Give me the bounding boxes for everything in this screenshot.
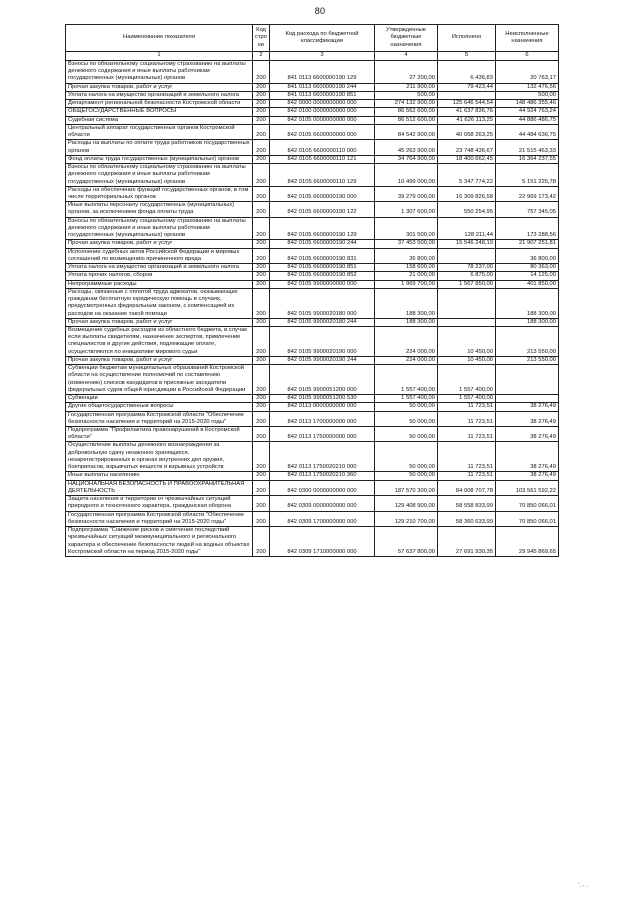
executed-amount: 11 723,51 bbox=[438, 442, 496, 472]
unexecuted-amount: 21 515 463,33 bbox=[496, 140, 559, 155]
table-row bbox=[66, 61, 559, 84]
row-name: НАЦИОНАЛЬНАЯ БЕЗОПАСНОСТЬ И ПРАВООХРАНИТЕЛЬНАЯ ДЕЯТЕЛЬНОСТЬ bbox=[66, 480, 253, 495]
row-name: Подпрограмма "Снижение рисков и смягчение последствий чрезвычайных ситуаций межмуниципального и регионального характера и обеспечение безопасности людей на водных объектах Костромской области на период 2015-2020 годы" bbox=[66, 527, 253, 557]
executed-amount: 1 567 850,00 bbox=[438, 280, 496, 288]
approved-amount: 37 453 500,00 bbox=[375, 240, 438, 248]
unexecuted-amount: 38 276,49 bbox=[496, 472, 559, 480]
row-code: 200 bbox=[253, 164, 270, 187]
header-name: Наименование показателя bbox=[66, 25, 253, 52]
executed-amount bbox=[438, 248, 496, 263]
unexecuted-amount: 16 364 237,55 bbox=[496, 155, 559, 163]
row-name: Судебная система bbox=[66, 116, 253, 124]
unexecuted-amount: 213 550,00 bbox=[496, 326, 559, 356]
page-number: 80 bbox=[314, 6, 326, 16]
unexecuted-amount: 148 486 355,46 bbox=[496, 100, 559, 108]
approved-amount: 500,00 bbox=[375, 91, 438, 99]
approved-amount: 187 570 300,00 bbox=[375, 480, 438, 495]
row-code: 200 bbox=[253, 427, 270, 442]
table-row bbox=[66, 496, 559, 511]
unexecuted-amount: 14 125,00 bbox=[496, 272, 559, 280]
row-code: 200 bbox=[253, 472, 270, 480]
executed-amount: 550 254,95 bbox=[438, 202, 496, 217]
approved-amount: 50 000,00 bbox=[375, 472, 438, 480]
unexecuted-amount: 21 907 251,81 bbox=[496, 240, 559, 248]
table-row bbox=[66, 403, 559, 411]
budget-code: 842 0105 9900020180 244 bbox=[270, 318, 375, 326]
executed-amount: 11 723,51 bbox=[438, 427, 496, 442]
row-code: 200 bbox=[253, 248, 270, 263]
row-code: 200 bbox=[253, 61, 270, 84]
footer-mark: '. - . bbox=[578, 883, 588, 889]
table-row bbox=[66, 140, 559, 155]
row-name: Прочая закупка товаров, работ и услуг bbox=[66, 356, 253, 364]
row-name: Защита населения и территории от чрезвычайных ситуаций природного и техногенного характера, гражданская оборона bbox=[66, 496, 253, 511]
table-row bbox=[66, 365, 559, 395]
table-row bbox=[66, 288, 559, 318]
approved-amount: 86 562 600,00 bbox=[375, 108, 438, 116]
row-code: 200 bbox=[253, 217, 270, 240]
unexecuted-amount: 29 945 869,65 bbox=[496, 527, 559, 557]
budget-code: 842 0309 1710000000 000 bbox=[270, 527, 375, 557]
row-name: Государственная программа Костромской области "Обеспечение безопасности населения и территорий на 2015-2020 годы" bbox=[66, 411, 253, 426]
unexecuted-amount: 80 363,00 bbox=[496, 264, 559, 272]
row-code: 200 bbox=[253, 240, 270, 248]
executed-amount: 41 637 836,76 bbox=[438, 108, 496, 116]
unexecuted-amount: 132 476,56 bbox=[496, 83, 559, 91]
row-name: ОБЩЕГОСУДАРСТВЕННЫЕ ВОПРОСЫ bbox=[66, 108, 253, 116]
approved-amount: 301 500,00 bbox=[375, 217, 438, 240]
unexecuted-amount: 22 969 173,42 bbox=[496, 186, 559, 201]
table-row bbox=[66, 272, 559, 280]
row-name: Подпрограмма "Профилактика правонарушений в Костромской области" bbox=[66, 427, 253, 442]
approved-amount: 34 764 900,00 bbox=[375, 155, 438, 163]
row-code: 200 bbox=[253, 411, 270, 426]
budget-execution-table bbox=[65, 24, 559, 557]
approved-amount: 10 499 000,00 bbox=[375, 164, 438, 187]
executed-amount: 1 557 400,00 bbox=[438, 395, 496, 403]
budget-code: 842 0105 6600000110 129 bbox=[270, 164, 375, 187]
executed-amount: 84 008 707,78 bbox=[438, 480, 496, 495]
row-name: Фонд оплаты труда государственных (муниципальных) органов bbox=[66, 155, 253, 163]
approved-amount: 211 900,00 bbox=[375, 83, 438, 91]
column-number: 1 bbox=[66, 52, 253, 61]
executed-amount bbox=[438, 288, 496, 318]
executed-amount: 6 436,83 bbox=[438, 61, 496, 84]
row-name: Уплата прочих налогов, сборов bbox=[66, 272, 253, 280]
executed-amount: 58 558 833,99 bbox=[438, 496, 496, 511]
unexecuted-amount bbox=[496, 395, 559, 403]
header-approved: Утвержденные бюджетные назначения bbox=[375, 25, 438, 52]
table-row bbox=[66, 116, 559, 124]
unexecuted-amount: 188 300,00 bbox=[496, 318, 559, 326]
budget-code: 841 0113 6600000190 851 bbox=[270, 91, 375, 99]
approved-amount: 36 800,00 bbox=[375, 248, 438, 263]
approved-amount: 50 000,00 bbox=[375, 427, 438, 442]
executed-amount: 6 875,00 bbox=[438, 272, 496, 280]
executed-amount bbox=[438, 318, 496, 326]
unexecuted-amount: 757 345,05 bbox=[496, 202, 559, 217]
table-row bbox=[66, 442, 559, 472]
table-row bbox=[66, 472, 559, 480]
row-code: 200 bbox=[253, 140, 270, 155]
header-row bbox=[66, 25, 559, 52]
row-code: 200 bbox=[253, 91, 270, 99]
approved-amount: 224 000,00 bbox=[375, 326, 438, 356]
row-name: Прочая закупка товаров, работ и услуг bbox=[66, 318, 253, 326]
column-number: 3 bbox=[270, 52, 375, 61]
table-row bbox=[66, 202, 559, 217]
row-code: 200 bbox=[253, 527, 270, 557]
executed-amount: 15 546 248,19 bbox=[438, 240, 496, 248]
budget-code: 842 0105 6600000110 121 bbox=[270, 155, 375, 163]
approved-amount: 129 210 700,00 bbox=[375, 511, 438, 526]
row-code: 200 bbox=[253, 442, 270, 472]
row-code: 200 bbox=[253, 100, 270, 108]
row-name: Прочая закупка товаров, работ и услуг bbox=[66, 83, 253, 91]
row-name: Государственная программа Костромской области "Обеспечение безопасности населения и территорий на 2015-2020 годы" bbox=[66, 511, 253, 526]
column-number: 6 bbox=[496, 52, 559, 61]
table-row bbox=[66, 186, 559, 201]
unexecuted-amount: 173 288,56 bbox=[496, 217, 559, 240]
row-code: 200 bbox=[253, 365, 270, 395]
row-name: Прочая закупка товаров, работ и услуг bbox=[66, 240, 253, 248]
executed-amount: 128 211,44 bbox=[438, 217, 496, 240]
budget-code: 842 0113 1750020210 360 bbox=[270, 472, 375, 480]
budget-code: 842 0105 9900020190 000 bbox=[270, 326, 375, 356]
row-code: 200 bbox=[253, 186, 270, 201]
budget-code: 842 0105 9900020180 000 bbox=[270, 288, 375, 318]
unexecuted-amount: 188 300,00 bbox=[496, 288, 559, 318]
table-row bbox=[66, 527, 559, 557]
row-name: Субвенции бюджетам муниципальных образований Костромской области на осуществление полномочий по составлению (изменению) списков кандидатов в присяжные заседатели федеральных судов общей юрисдикции в Российской Федерации bbox=[66, 365, 253, 395]
approved-amount: 224 000,00 bbox=[375, 356, 438, 364]
column-number: 5 bbox=[438, 52, 496, 61]
budget-code: 842 0105 9900000000 000 bbox=[270, 280, 375, 288]
approved-amount: 1 557 400,00 bbox=[375, 365, 438, 395]
table-row bbox=[66, 91, 559, 99]
approved-amount: 1 969 700,00 bbox=[375, 280, 438, 288]
budget-code: 842 0000 0000000000 000 bbox=[270, 100, 375, 108]
table-row bbox=[66, 427, 559, 442]
approved-amount: 188 300,00 bbox=[375, 318, 438, 326]
header-budget-code: Код расхода по бюджетной классификации bbox=[270, 25, 375, 52]
row-code: 200 bbox=[253, 124, 270, 139]
executed-amount: 79 423,44 bbox=[438, 83, 496, 91]
unexecuted-amount: 213 550,00 bbox=[496, 356, 559, 364]
approved-amount: 45 263 900,00 bbox=[375, 140, 438, 155]
approved-amount: 39 279 000,00 bbox=[375, 186, 438, 201]
budget-code: 841 0113 6600000190 129 bbox=[270, 61, 375, 84]
header-row-code: Код строки bbox=[253, 25, 270, 52]
table-row bbox=[66, 318, 559, 326]
unexecuted-amount: 401 850,00 bbox=[496, 280, 559, 288]
budget-code: 841 0113 6600000190 244 bbox=[270, 83, 375, 91]
approved-amount: 158 600,00 bbox=[375, 264, 438, 272]
approved-amount: 50 000,00 bbox=[375, 403, 438, 411]
row-code: 200 bbox=[253, 511, 270, 526]
approved-amount: 50 000,00 bbox=[375, 442, 438, 472]
approved-amount: 57 637 800,00 bbox=[375, 527, 438, 557]
executed-amount: 5 347 774,22 bbox=[438, 164, 496, 187]
unexecuted-amount: 38 276,49 bbox=[496, 403, 559, 411]
row-name: Осуществление выплаты денежного вознаграждения за добровольную сдачу незаконно хранящихся, незарегистрированных в органах внутренних дел оружия, боеприпасов, взрывчатых веществ и взрывных устройств bbox=[66, 442, 253, 472]
approved-amount: 50 000,00 bbox=[375, 411, 438, 426]
executed-amount: 11 723,51 bbox=[438, 403, 496, 411]
executed-amount: 41 626 113,25 bbox=[438, 116, 496, 124]
row-code: 200 bbox=[253, 496, 270, 511]
approved-amount: 86 512 600,00 bbox=[375, 116, 438, 124]
row-code: 200 bbox=[253, 202, 270, 217]
table-row bbox=[66, 248, 559, 263]
row-name: Центральный аппарат государственных органов Костромской области bbox=[66, 124, 253, 139]
budget-code: 842 0105 6600000190 122 bbox=[270, 202, 375, 217]
budget-code: 842 0105 6600000190 851 bbox=[270, 264, 375, 272]
approved-amount: 1 557 400,00 bbox=[375, 395, 438, 403]
row-code: 200 bbox=[253, 395, 270, 403]
row-name: Субвенции bbox=[66, 395, 253, 403]
row-code: 200 bbox=[253, 318, 270, 326]
unexecuted-amount: 70 850 066,01 bbox=[496, 511, 559, 526]
executed-amount: 10 450,00 bbox=[438, 326, 496, 356]
row-code: 200 bbox=[253, 480, 270, 495]
row-code: 200 bbox=[253, 83, 270, 91]
row-name: Уплата налога на имущество организаций и земельного налога bbox=[66, 91, 253, 99]
unexecuted-amount: 38 276,49 bbox=[496, 411, 559, 426]
budget-code: 842 0309 1700000000 000 bbox=[270, 511, 375, 526]
table-row bbox=[66, 356, 559, 364]
executed-amount: 58 360 633,99 bbox=[438, 511, 496, 526]
approved-amount: 84 542 900,00 bbox=[375, 124, 438, 139]
budget-code: 842 0105 6600000110 000 bbox=[270, 140, 375, 155]
row-name: Возмещение судебных расходов из областного бюджета, в случае если выплаты свидетелям, назначение экспертов, привлечение специалистов и другие действия, подлежащие оплате, осуществляются по инициативе мирового судьи bbox=[66, 326, 253, 356]
table-row bbox=[66, 240, 559, 248]
table-row bbox=[66, 217, 559, 240]
header-executed: Исполнено bbox=[438, 25, 496, 52]
row-name: Расходы на обеспечение функций государственных органов, в том числе территориальных органов bbox=[66, 186, 253, 201]
table-row bbox=[66, 280, 559, 288]
executed-amount: 10 450,00 bbox=[438, 356, 496, 364]
unexecuted-amount bbox=[496, 365, 559, 395]
executed-amount: 40 058 263,25 bbox=[438, 124, 496, 139]
unexecuted-amount: 20 763,17 bbox=[496, 61, 559, 84]
executed-amount: 11 723,51 bbox=[438, 411, 496, 426]
unexecuted-amount: 38 276,49 bbox=[496, 427, 559, 442]
unexecuted-amount: 44 886 486,75 bbox=[496, 116, 559, 124]
row-code: 200 bbox=[253, 116, 270, 124]
row-name: Расходы на выплаты по оплате труда работников государственных органов bbox=[66, 140, 253, 155]
row-name: Департамент региональной безопасности Костромской области bbox=[66, 100, 253, 108]
approved-amount: 21 000,00 bbox=[375, 272, 438, 280]
table-row bbox=[66, 264, 559, 272]
unexecuted-amount: 103 561 592,22 bbox=[496, 480, 559, 495]
budget-code: 842 0113 1700000000 000 bbox=[270, 411, 375, 426]
budget-code: 842 0105 6600000190 852 bbox=[270, 272, 375, 280]
approved-amount: 129 408 900,00 bbox=[375, 496, 438, 511]
unexecuted-amount: 44 924 763,24 bbox=[496, 108, 559, 116]
table-row bbox=[66, 326, 559, 356]
row-code: 200 bbox=[253, 356, 270, 364]
executed-amount: 27 691 930,35 bbox=[438, 527, 496, 557]
budget-code: 842 0105 0000000000 000 bbox=[270, 116, 375, 124]
row-code: 200 bbox=[253, 326, 270, 356]
row-name: Исполнение судебных актов Российской Федерации и мировых соглашений по возмещению причиненного вреда bbox=[66, 248, 253, 263]
executed-amount: 1 557 400,00 bbox=[438, 365, 496, 395]
row-name: Иные выплаты населению bbox=[66, 472, 253, 480]
executed-amount: 78 237,00 bbox=[438, 264, 496, 272]
table-row bbox=[66, 100, 559, 108]
unexecuted-amount: 70 850 066,01 bbox=[496, 496, 559, 511]
approved-amount: 188 300,00 bbox=[375, 288, 438, 318]
unexecuted-amount: 5 151 225,78 bbox=[496, 164, 559, 187]
row-code: 200 bbox=[253, 108, 270, 116]
table-row bbox=[66, 108, 559, 116]
budget-code: 842 0300 0000000000 000 bbox=[270, 480, 375, 495]
row-name: Взносы по обязательному социальному страхованию на выплаты денежного содержания и иные выплаты работникам государственных (муниципальных) органов bbox=[66, 61, 253, 84]
unexecuted-amount: 44 484 636,75 bbox=[496, 124, 559, 139]
row-name: Иные выплаты персоналу государственных (муниципальных) органов, за исключением фонда оплаты труда bbox=[66, 202, 253, 217]
column-number: 2 bbox=[253, 52, 270, 61]
row-code: 200 bbox=[253, 264, 270, 272]
row-code: 200 bbox=[253, 288, 270, 318]
budget-code: 842 0105 9900051200 530 bbox=[270, 395, 375, 403]
header-unexecuted: Неисполненные назначения bbox=[496, 25, 559, 52]
approved-amount: 1 307 600,00 bbox=[375, 202, 438, 217]
executed-amount: 11 723,51 bbox=[438, 472, 496, 480]
budget-code: 842 0105 6600000190 244 bbox=[270, 240, 375, 248]
column-number-row bbox=[66, 52, 559, 61]
budget-code: 842 0105 6600000190 831 bbox=[270, 248, 375, 263]
column-number: 4 bbox=[375, 52, 438, 61]
row-name: Уплата налога на имущество организаций и земельного налога bbox=[66, 264, 253, 272]
table-row bbox=[66, 83, 559, 91]
table-row bbox=[66, 480, 559, 495]
executed-amount: 16 309 826,58 bbox=[438, 186, 496, 201]
executed-amount: 18 400 662,45 bbox=[438, 155, 496, 163]
row-name: Расходы, связанные с оплатой труда адвокатов, оказывающих гражданам бесплатную юридическую помощь в случаях, предусмотренных федеральным законом, с компенсацией их расходов на оказание такой помощи bbox=[66, 288, 253, 318]
unexecuted-amount: 500,00 bbox=[496, 91, 559, 99]
table-row bbox=[66, 395, 559, 403]
row-name: Непрограммные расходы bbox=[66, 280, 253, 288]
approved-amount: 27 200,00 bbox=[375, 61, 438, 84]
row-name: Взносы по обязательному социальному страхованию на выплаты денежного содержания и иные выплаты работникам государственных (муниципальных) органов bbox=[66, 164, 253, 187]
row-code: 200 bbox=[253, 155, 270, 163]
budget-code: 842 0113 1750020210 000 bbox=[270, 442, 375, 472]
approved-amount: 274 132 900,00 bbox=[375, 100, 438, 108]
executed-amount bbox=[438, 91, 496, 99]
budget-code: 842 0105 9900020190 244 bbox=[270, 356, 375, 364]
budget-code: 842 0105 6600000000 000 bbox=[270, 124, 375, 139]
budget-code: 842 0100 0000000000 000 bbox=[270, 108, 375, 116]
budget-code: 842 0309 0000000000 000 bbox=[270, 496, 375, 511]
table-row bbox=[66, 511, 559, 526]
row-code: 200 bbox=[253, 280, 270, 288]
unexecuted-amount: 36 800,00 bbox=[496, 248, 559, 263]
budget-code: 842 0105 6600000190 129 bbox=[270, 217, 375, 240]
table-row bbox=[66, 155, 559, 163]
table-row bbox=[66, 164, 559, 187]
budget-code: 842 0105 6600000190 000 bbox=[270, 186, 375, 201]
budget-code: 842 0113 1750000000 000 bbox=[270, 427, 375, 442]
unexecuted-amount: 38 276,49 bbox=[496, 442, 559, 472]
budget-code: 842 0105 9900051200 000 bbox=[270, 365, 375, 395]
executed-amount: 23 748 436,67 bbox=[438, 140, 496, 155]
budget-code: 842 0113 0000000000 000 bbox=[270, 403, 375, 411]
row-name: Другие общегосударственные вопросы bbox=[66, 403, 253, 411]
row-code: 200 bbox=[253, 272, 270, 280]
table-row bbox=[66, 411, 559, 426]
table-row bbox=[66, 124, 559, 139]
row-code: 200 bbox=[253, 403, 270, 411]
executed-amount: 125 646 544,54 bbox=[438, 100, 496, 108]
row-name: Взносы по обязательному социальному страхованию на выплаты денежного содержания и иные выплаты работникам государственных (муниципальных) органов bbox=[66, 217, 253, 240]
